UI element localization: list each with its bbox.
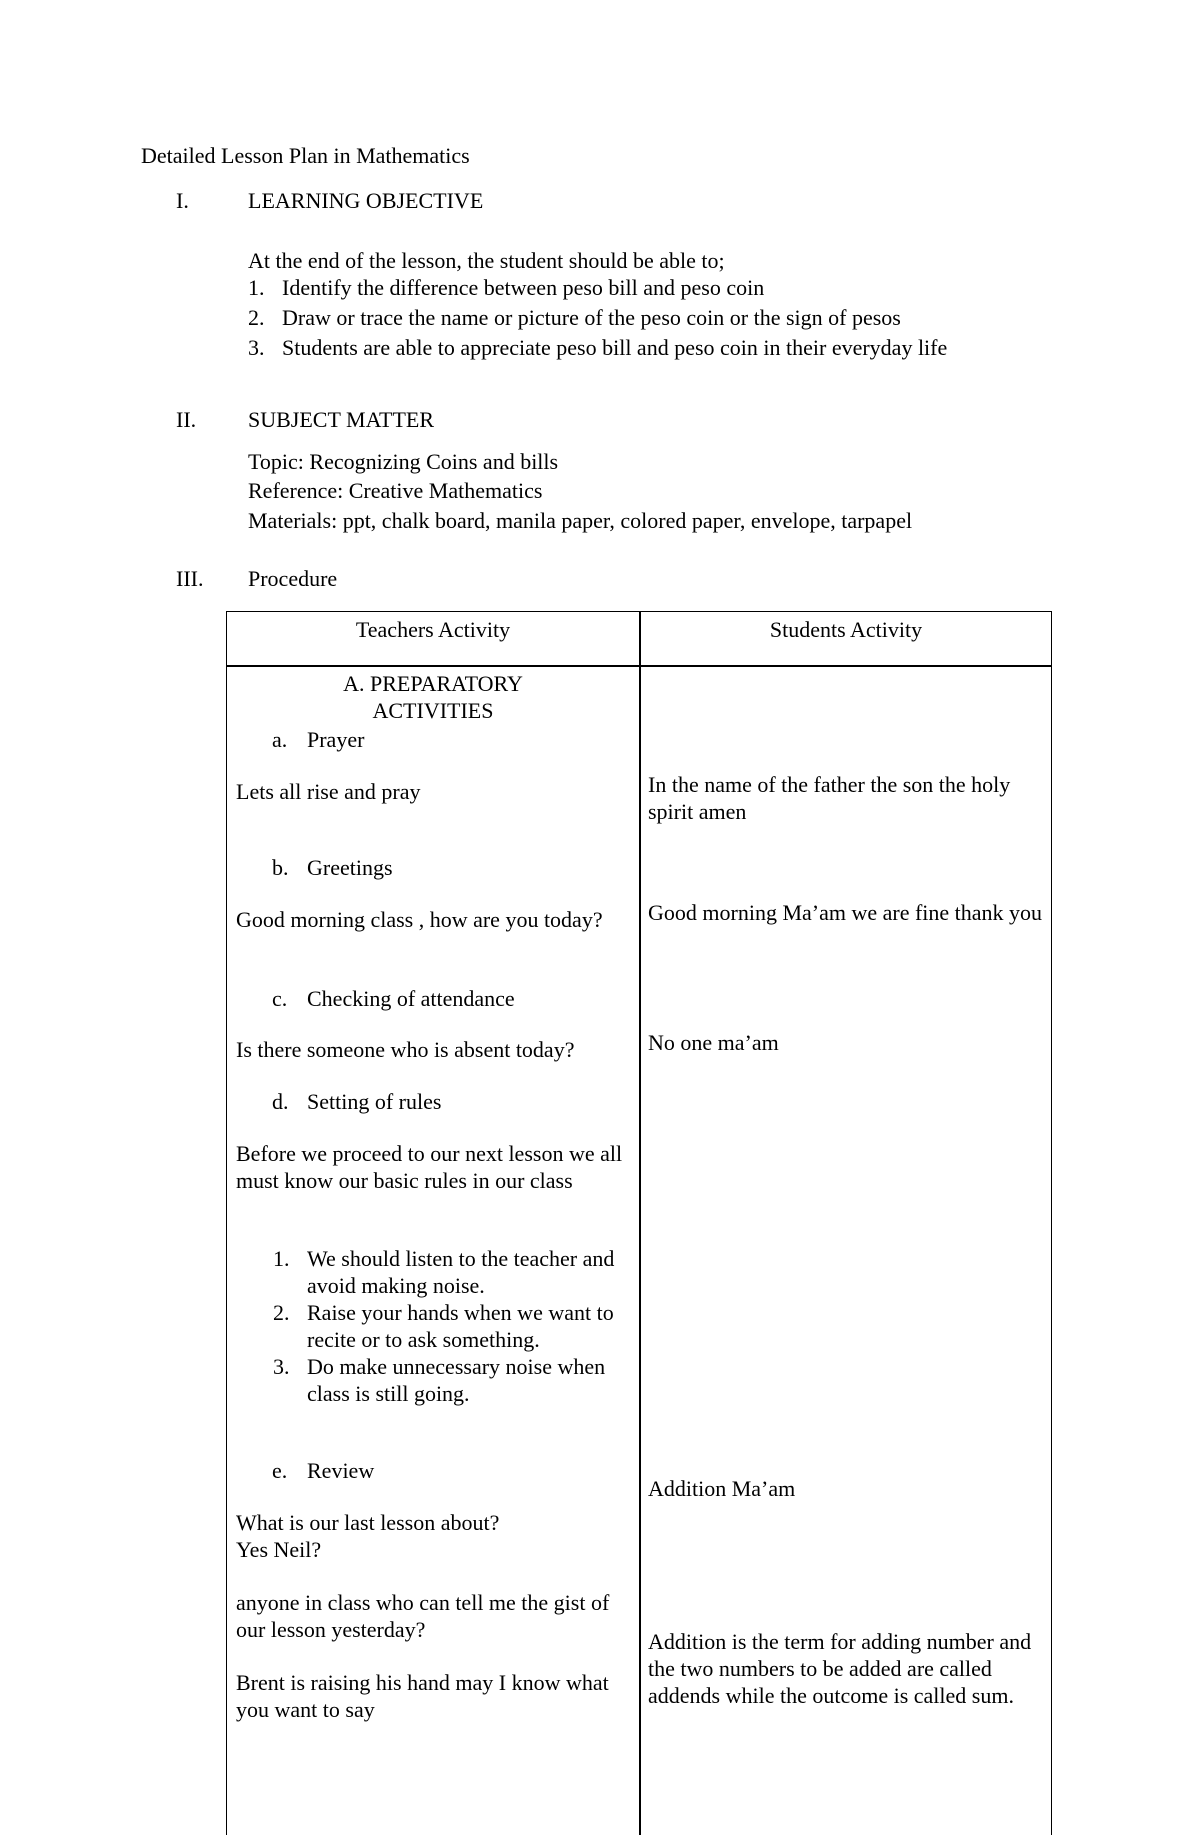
item-label-rules: Setting of rules [307,1089,442,1114]
teacher-attendance: Is there someone who is absent today? [236,1037,575,1062]
preparatory-title-line1: A. PREPARATORY [343,671,523,696]
column-divider [639,612,641,1835]
item-label-greetings: Greetings [307,855,393,880]
objective-number: 2. [248,305,265,330]
topic-line: Topic: Recognizing Coins and bills [248,449,559,474]
rule-text: Raise your hands when we want to recite or to ask something. [307,1300,614,1352]
rule-number: 3. [273,1354,290,1379]
rule-text: We should listen to the teacher and avoid making noise. [307,1246,615,1298]
section-3-heading: Procedure [248,566,338,591]
item-letter: c. [272,986,288,1011]
section-1-numeral: I. [176,188,189,213]
student-activity-header: Students Activity [769,617,923,642]
item-letter: e. [272,1458,288,1483]
student-greetings: Good morning Ma’am we are fine thank you [648,900,1043,925]
student-review-answer-1: Addition Ma’am [648,1476,796,1501]
rule-text: Do make unnecessary noise when class is still going. [307,1354,606,1406]
student-attendance: No one ma’am [648,1030,779,1055]
item-letter: d. [272,1089,289,1114]
objective-number: 3. [248,335,265,360]
section-1-heading: LEARNING OBJECTIVE [248,188,484,213]
item-label-prayer: Prayer [307,727,365,752]
teacher-review-brent: Brent is raising his hand may I know what you want to say [236,1670,609,1722]
rule-number: 2. [273,1300,290,1325]
materials-line: Materials: ppt, chalk board, manila paper, colored paper, envelope, tarpapel [248,508,913,533]
rule-number: 1. [273,1246,290,1271]
item-label-attendance: Checking of attendance [307,986,515,1011]
preparatory-title-line2: ACTIVITIES [372,698,494,723]
item-letter: a. [272,727,288,752]
objective-text: Identify the difference between peso bill and peso coin [282,275,765,300]
objective-number: 1. [248,275,265,300]
objective-text: Draw or trace the name or picture of the peso coin or the sign of pesos [282,305,901,330]
document-title: Detailed Lesson Plan in Mathematics [141,143,470,168]
header-divider [227,665,1051,667]
teacher-activity-header: Teachers Activity [355,617,511,642]
teacher-greetings: Good morning class , how are you today? [236,907,603,932]
teacher-prayer: Lets all rise and pray [236,779,421,804]
objectives-intro: At the end of the lesson, the student should be able to; [248,248,725,273]
objective-text: Students are able to appreciate peso bill and peso coin in their everyday life [282,335,948,360]
item-label-review: Review [307,1458,375,1483]
teacher-review-gist: anyone in class who can tell me the gist of our lesson yesterday? [236,1590,610,1642]
section-2-heading: SUBJECT MATTER [248,407,435,432]
section-3-numeral: III. [176,566,204,591]
section-2-numeral: II. [176,407,197,432]
student-review-answer-2: Addition is the term for adding number and the two numbers to be added are called addends while the outcome is called sum. [648,1629,1032,1708]
reference-line: Reference: Creative Mathematics [248,478,543,503]
student-prayer: In the name of the father the son the holy spirit amen [648,772,1011,824]
preparatory-title [227,670,639,724]
procedure-table [226,611,1052,1835]
teacher-rules-intro: Before we proceed to our next lesson we all must know our basic rules in our class [236,1141,623,1193]
teacher-review-question: What is our last lesson about? [236,1510,500,1535]
teacher-review-call: Yes Neil? [236,1537,322,1562]
item-letter: b. [272,855,289,880]
